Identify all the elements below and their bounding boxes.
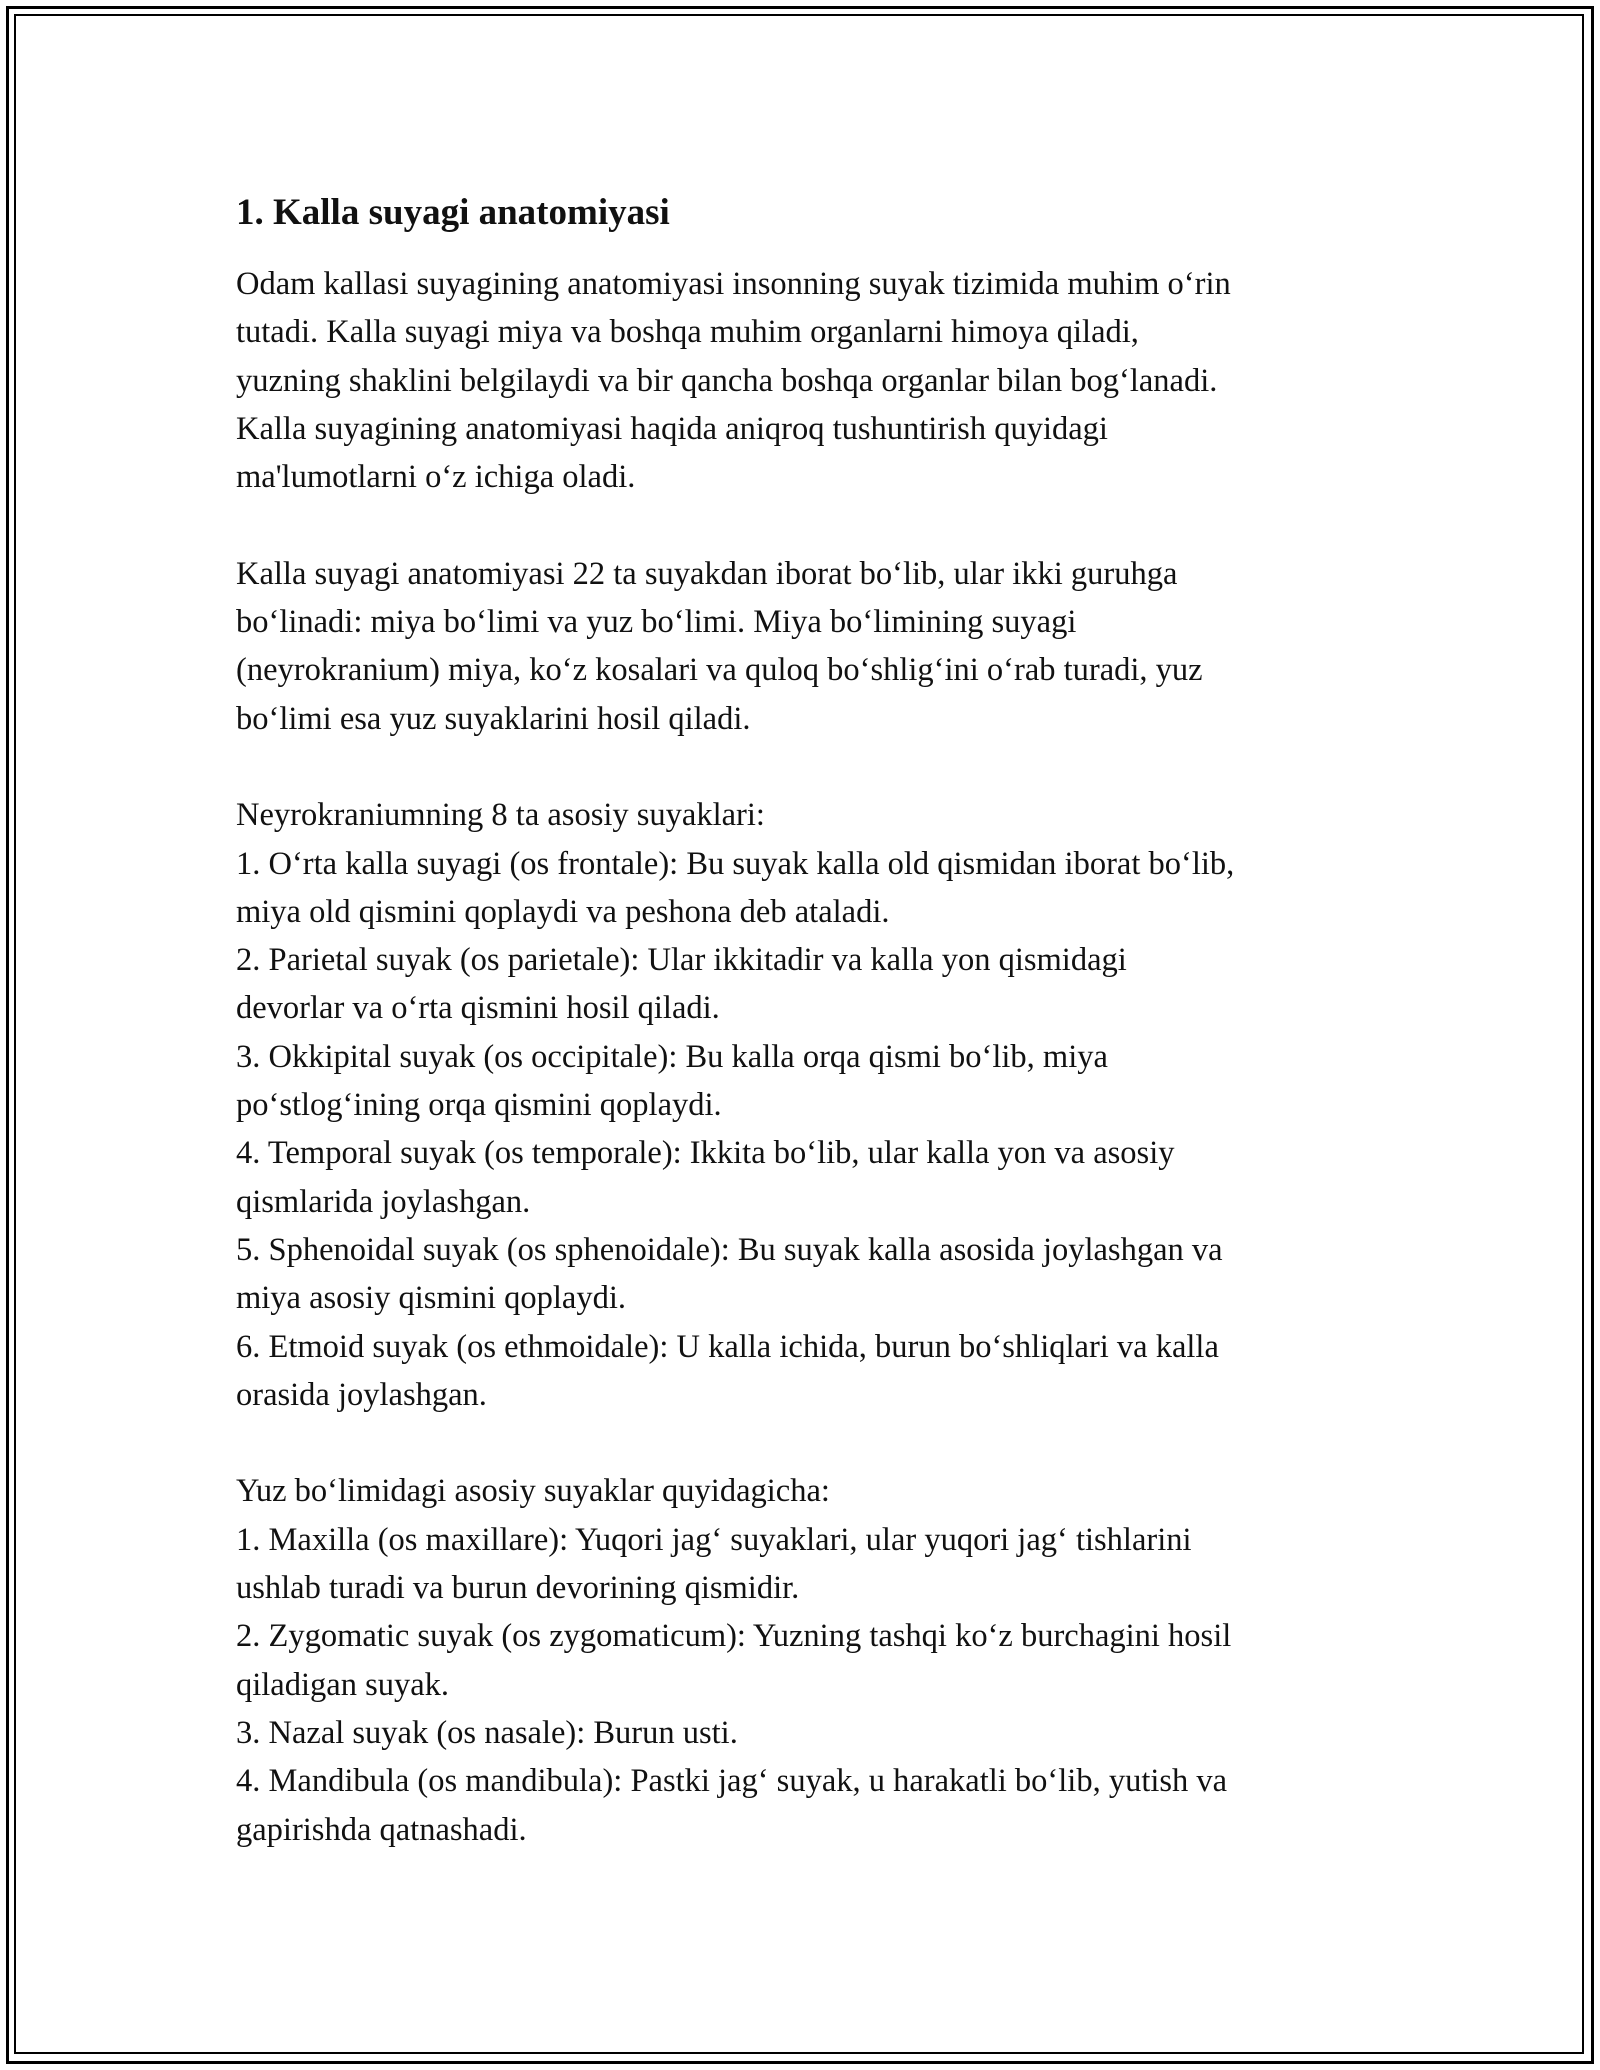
document-body — [236, 188, 1386, 1854]
facial-bones-list: Yuz bo‘limidagi asosiy suyaklar quyidagicha: 1. Maxilla (os maxillare): Yuqori jag‘ suyaklari, ular yuqori jag‘ tishlarini ushlab turadi va burun devorining qismidir. 2. Zygomatic suyak (os zygomaticum): Yuzning tashqi ko‘z burchagini hosil qiladigan suyak. 3. Nazal suyak (os nasale): Burun usti. 4. Mandibula (os mandibula): Pastki jag‘ suyak, u harakatli bo‘lib, yutish va gapirishda qatnashadi. — [236, 1473, 1232, 1848]
paragraph-gap — [236, 743, 1386, 791]
section-heading: 1. Kalla suyagi anatomiyasi — [236, 192, 670, 233]
structure-paragraph: Kalla suyagi anatomiyasi 22 ta suyakdan iborat bo‘lib, ular ikki guruhga bo‘linadi: miya bo‘limi va yuz bo‘limi. Miya bo‘limining suyagi (neyrokranium) miya, ko‘z kosalari va quloq bo‘shlig‘ini o‘rab turadi, yuz bo‘limi esa yuz suyaklarini hosil qiladi. — [236, 555, 1203, 737]
paragraph-gap — [236, 1419, 1386, 1467]
paragraph-gap — [236, 501, 1386, 549]
intro-paragraph: Odam kallasi suyagining anatomiyasi insonning suyak tizimida muhim o‘rin tutadi. Kalla suyagi miya va boshqa muhim organlarni himoya qiladi, yuzning shaklini belgilaydi va bir qancha boshqa organlar bilan bog‘lanadi. Kalla suyagining anatomiyasi haqida aniqroq tushuntirish quyidagi ma'lumotlarni o‘z ichiga oladi. — [236, 266, 1231, 496]
neurocranium-list: Neyrokraniumning 8 ta asosiy suyaklari: 1. O‘rta kalla suyagi (os frontale): Bu suyak kalla old qismidan iborat bo‘lib, miya old qismini qoplaydi va peshona deb ataladi. 2. Parietal suyak (os parietale): Ular ikkitadir va kalla yon qismidagi devorlar va o‘rta qismini hosil qiladi. 3. Okkipital suyak (os occipitale): Bu kalla orqa qismi bo‘lib, miya po‘stlog‘ining orqa qismini qoplaydi. 4. Temporal suyak (os temporale): Ikkita bo‘lib, ular kalla yon va asosiy qismlarida joylashgan. 5. Sphenoidal suyak (os sphenoidale): Bu suyak kalla asosida joylashgan va miya asosiy qismini qoplaydi. 6. Etmoid suyak (os ethmoidale): U kalla ichida, burun bo‘shliqlari va kalla orasida joylashgan. — [236, 797, 1235, 1413]
